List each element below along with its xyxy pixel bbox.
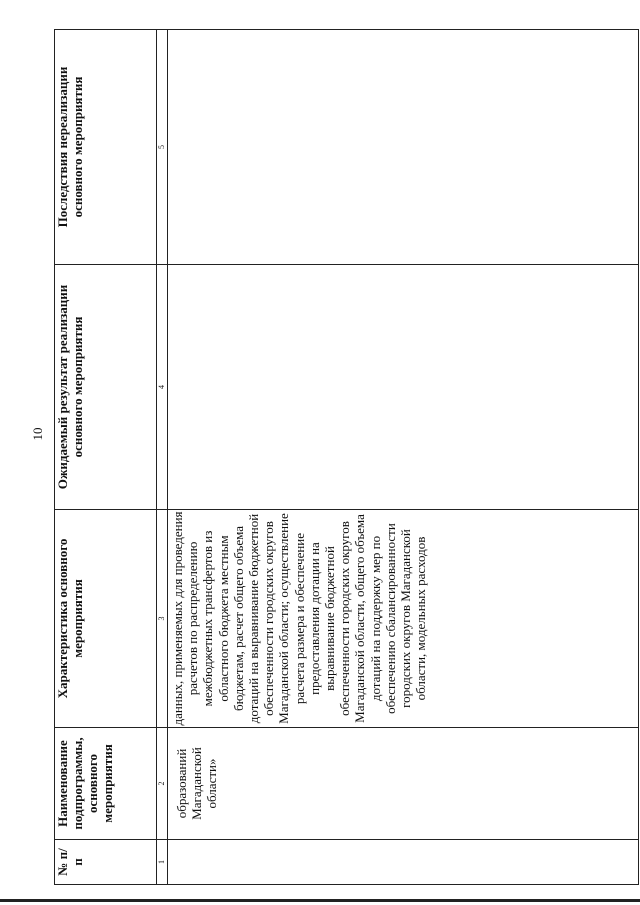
cell-name: образований Магаданской области» xyxy=(168,728,639,840)
header-consequences: Последствия нереализации основного мероприятия xyxy=(55,30,157,265)
header-characteristics: Характеристика основного мероприятия xyxy=(55,510,157,728)
page-number: 10 xyxy=(30,427,45,441)
column-number: 1 xyxy=(157,840,168,885)
page-bottom-rule xyxy=(0,899,640,902)
cell-characteristics: данных, применяемых для проведения расчетов по распределению межбюджетных трансфертов из областного бюджета местным бюджетам, расчет общего объема дотаций на выравнивание бюджетной обеспеченности городских округов Магаданской области; осуществление расчета размера и обеспечение предоставления дотации на выравнивание бюджетной обеспеченности городских округов Магаданской области, общего объема дотаций на поддержку мер по обеспечению сбалансированности городских округов Магаданской области, модельных расходов xyxy=(168,510,639,728)
table-row xyxy=(168,30,639,885)
header-number: № п/п xyxy=(55,840,157,885)
header-name: Наименование подпрограммы, основного мероприятия xyxy=(55,728,157,840)
header-row xyxy=(55,30,157,885)
column-number: 3 xyxy=(157,510,168,728)
rotated-table-container xyxy=(54,30,638,885)
cell-consequences xyxy=(168,30,639,265)
column-numbers-row xyxy=(157,30,168,885)
program-table xyxy=(54,29,639,885)
column-number: 2 xyxy=(157,728,168,840)
cell-expected-result xyxy=(168,265,639,510)
column-number: 4 xyxy=(157,265,168,510)
header-expected-result: Ожидаемый результат реализации основного мероприятия xyxy=(55,265,157,510)
cell-number xyxy=(168,840,639,885)
column-number: 5 xyxy=(157,30,168,265)
